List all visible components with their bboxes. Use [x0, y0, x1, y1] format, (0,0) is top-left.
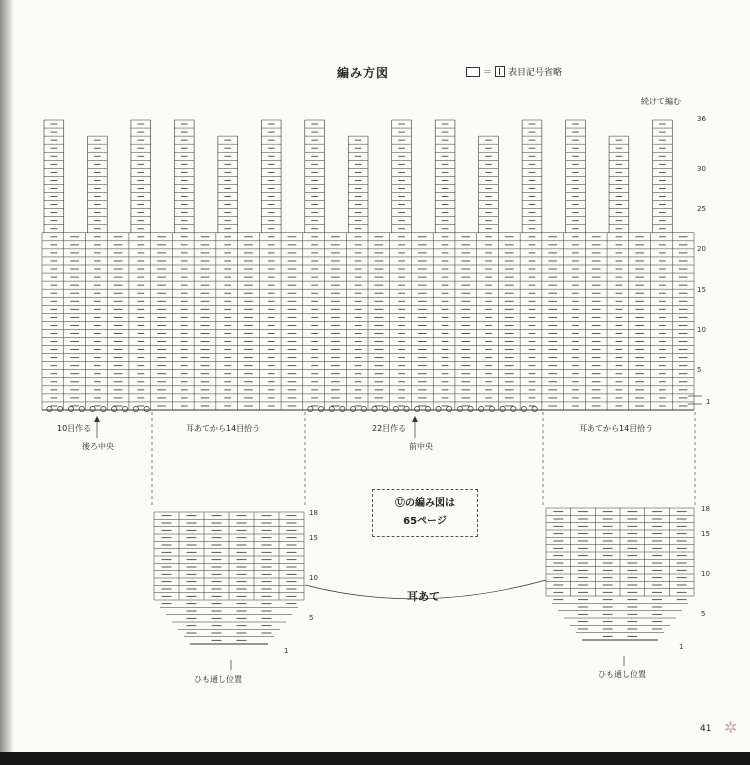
pickup-left-label: 耳あてから14目拾う [186, 424, 261, 433]
earflap-row-number: 15 [701, 530, 710, 538]
earflap-row-number: 10 [309, 574, 318, 582]
cord-position-label-right: ひも通し位置 [598, 670, 646, 679]
cast-on-loop [90, 406, 95, 411]
cast-on-loop [436, 406, 441, 411]
row-number: 20 [697, 245, 706, 253]
cast-on-loop [79, 406, 84, 411]
earflap-row-number: 1 [679, 643, 684, 651]
cast-on-loop [500, 406, 505, 411]
cast-on-10-label: 10目作る [57, 424, 92, 433]
arrow-head [94, 416, 100, 422]
earflap-row-number: 1 [284, 647, 289, 655]
cast-on-loop [457, 406, 462, 411]
cast-on-loop [511, 406, 516, 411]
earflap-left-grid [154, 512, 304, 644]
cast-on-loop [361, 406, 366, 411]
cast-on-22-label: 22目作る [372, 424, 407, 433]
note-line-2: 65ページ [403, 516, 447, 527]
cast-on-loop [308, 406, 313, 411]
page-title: 編み方図 [337, 66, 390, 80]
cast-on-loop [144, 406, 149, 411]
cast-on-loop [68, 406, 73, 411]
earflap-row-number: 5 [309, 614, 314, 622]
earflap-label: 耳あて [407, 590, 440, 603]
row-number: 5 [697, 366, 702, 374]
snowflake-icon: ✲ [724, 718, 738, 737]
earflap-right-grid [546, 508, 694, 640]
cast-on-loop [532, 406, 537, 411]
cast-on-loop [425, 406, 430, 411]
pickup-right-label: 耳あてから14目拾う [579, 424, 654, 433]
cast-on-loop [489, 406, 494, 411]
cast-on-loop [318, 406, 323, 411]
continue-knitting-label: 続けて編む [641, 97, 681, 106]
cast-on-loop [479, 406, 484, 411]
row-number: 10 [697, 326, 706, 334]
back-center-label: 後ろ中央 [82, 442, 114, 451]
cast-on-loop [340, 406, 345, 411]
cord-position-label-left: ひも通し位置 [194, 675, 242, 684]
legend-text: 表目記号省略 [508, 68, 563, 78]
main-chart-grid [42, 120, 694, 410]
cast-on-loop [404, 406, 409, 411]
symbol-legend [466, 65, 562, 78]
cast-on-loop [329, 406, 334, 411]
earflap-row-number: 18 [701, 505, 710, 513]
cast-on-loop [393, 406, 398, 411]
row-number: 30 [697, 165, 706, 173]
blank-cell-icon [466, 67, 480, 77]
cast-on-loop [372, 406, 377, 411]
knit-stitch-icon [495, 66, 505, 77]
legend-equals: ＝ [483, 68, 493, 78]
cast-on-loop [415, 406, 420, 411]
cast-on-loop [133, 406, 138, 411]
row-number: 25 [697, 205, 706, 213]
cast-on-loop [58, 406, 63, 411]
earflap-row-number: 15 [309, 534, 318, 542]
cast-on-loop [447, 406, 452, 411]
row-number: 15 [697, 286, 706, 294]
earflap-row-number: 5 [701, 610, 706, 618]
row-number: 1 [706, 398, 711, 406]
earflap-row-number: 10 [701, 570, 710, 578]
earflap-row-number: 18 [309, 509, 318, 517]
cast-on-loop [521, 406, 526, 411]
arrow-head [412, 416, 418, 422]
cast-on-loop [383, 406, 388, 411]
cast-on-loop [47, 406, 52, 411]
cast-on-loop [350, 406, 355, 411]
cast-on-loop [101, 406, 106, 411]
cast-on-loop [122, 406, 127, 411]
note-line-1: Ⓤの編み図は [395, 498, 455, 509]
cast-on-loop [468, 406, 473, 411]
front-center-label: 前中央 [409, 442, 433, 451]
page-number: 41 [700, 724, 712, 734]
reference-note-box [372, 489, 478, 537]
cast-on-loop [112, 406, 117, 411]
row-number: 36 [697, 115, 706, 123]
